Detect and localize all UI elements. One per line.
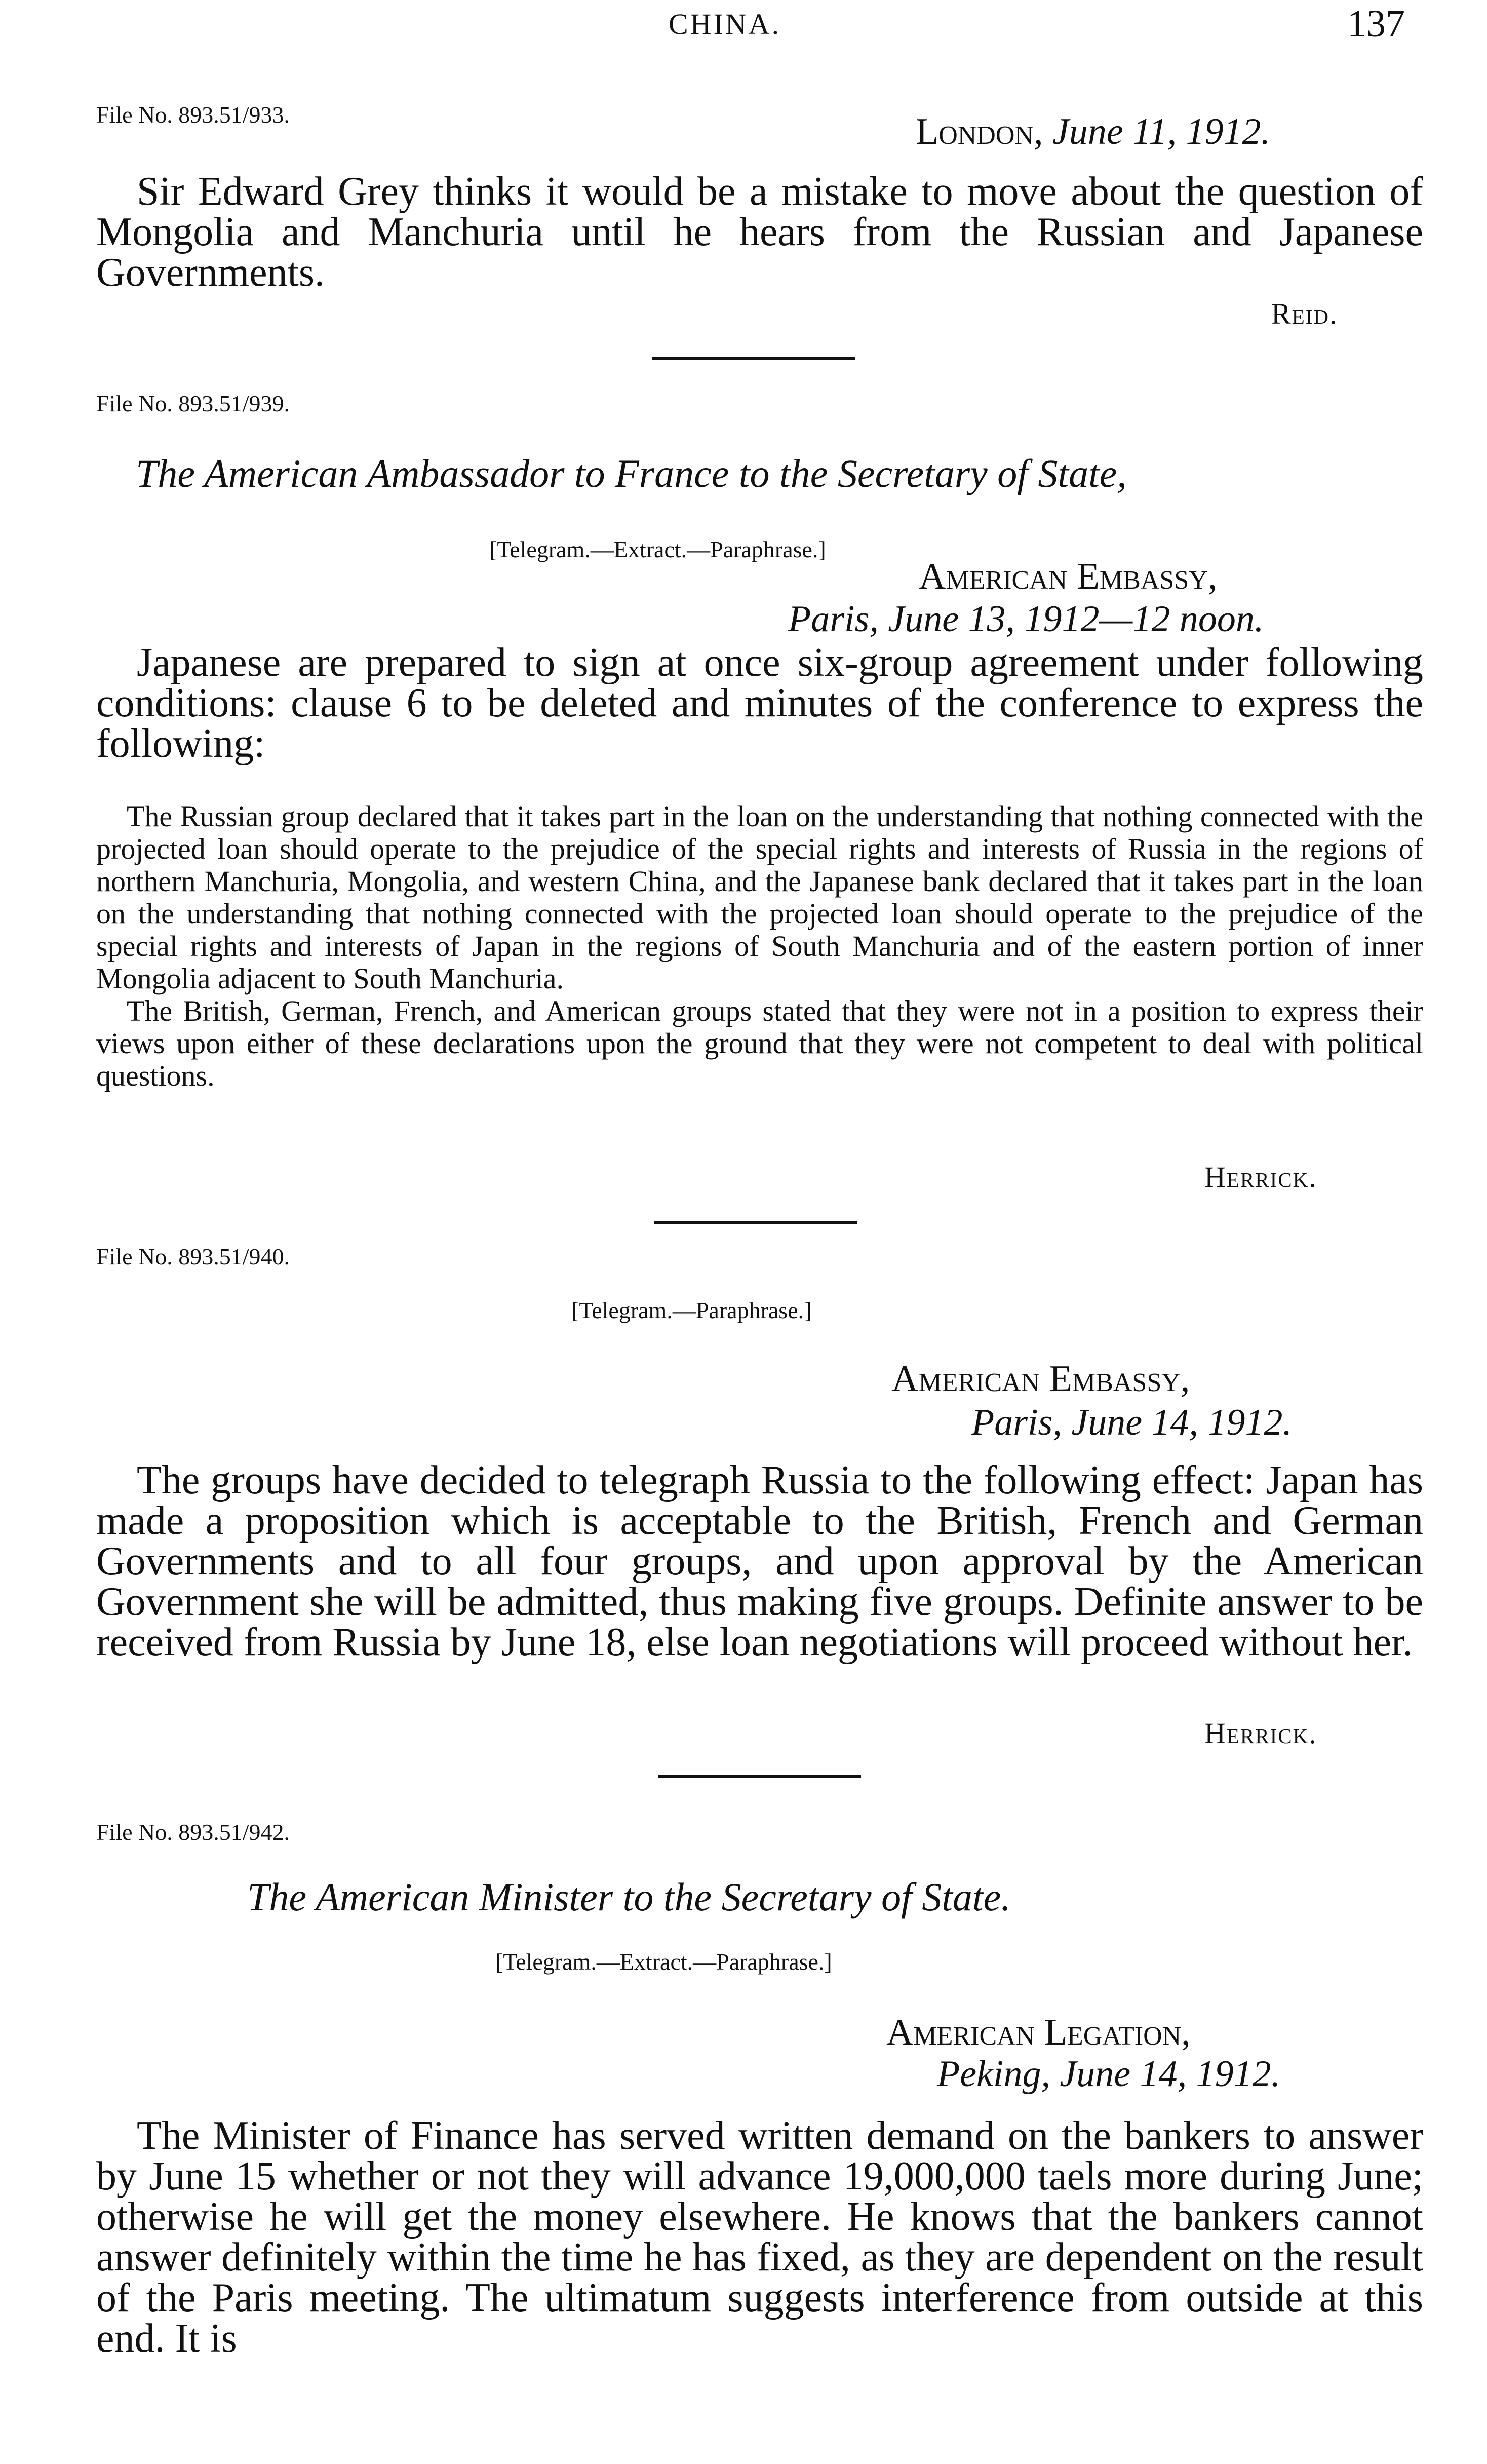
- quoted-declaration: [96, 800, 1423, 1092]
- message-body: [96, 642, 1423, 764]
- dateline-place: Paris,: [788, 598, 879, 640]
- message-body: [96, 171, 1423, 293]
- file-number: File No. 893.51/933.: [96, 102, 290, 128]
- dateline: [937, 2053, 1280, 2096]
- signature: Herrick.: [1204, 1717, 1317, 1750]
- quote-paragraph: The Russian group declared that it takes part in the loan on the understanding that nothing connected with the projected loan should operate to the prejudice of the special rights and interests of Russia in the regions of northern Manchuria, Mongolia, and western China, and the Japanese bank declared that it takes part in the loan on the understanding that nothing connected with the projected loan should operate to the prejudice of the special rights and interests of Japan in the regions of South Manchuria and of the eastern portion of inner Mongolia adjacent to South Manchuria.: [96, 800, 1423, 995]
- dateline: [971, 1401, 1292, 1444]
- file-number: File No. 893.51/942.: [96, 1819, 290, 1845]
- telegram-note: [Telegram.—Extract.—Paraphrase.]: [489, 536, 826, 562]
- dateline-place: Paris,: [971, 1402, 1062, 1443]
- message-body: [96, 2115, 1423, 2359]
- section-divider: [652, 357, 855, 360]
- body-paragraph: The Minister of Finance has served written demand on the bankers to answer by June 15 whether or not they will advance 19,000,000 taels more during June; otherwise he will get the money elsewhere. He knows that the bankers cannot answer definitely within the time he has fixed, as they are dependent on the result of the Paris meeting. The ultimatum suggests interference from outside at this end. It is: [96, 2113, 1423, 2361]
- dateline: [916, 110, 1270, 153]
- message-body: [96, 1460, 1423, 1663]
- section-divider: [654, 1221, 857, 1224]
- telegram-note: [Telegram.—Paraphrase.]: [571, 1297, 812, 1323]
- office-line: American Embassy,: [919, 556, 1218, 597]
- signature: Herrick.: [1204, 1161, 1317, 1194]
- dateline-date: June 14, 1912.: [1060, 2053, 1281, 2095]
- dateline-date: June 11, 1912.: [1052, 111, 1271, 152]
- quote-paragraph: The British, German, French, and American groups stated that they were not in a position to express their views upon either of these declarations upon the ground that they were not competent to deal with political questions.: [96, 994, 1423, 1092]
- body-paragraph: The groups have decided to telegraph Russia to the following effect: Japan has made a proposition which is acceptable to the British, French and German Governments and to all four groups, and upon approval by the American Government she will be admitted, thus making five groups. Definite answer to be received from Russia by June 18, else loan negotiations will proceed without her.: [96, 1458, 1423, 1665]
- document-heading: The American Ambassador to France to the Secretary of State,: [136, 451, 1127, 495]
- telegram-note: [Telegram.—Extract.—Paraphrase.]: [495, 1949, 832, 1975]
- running-title: CHINA.: [669, 8, 781, 41]
- file-number: File No. 893.51/940.: [96, 1244, 290, 1269]
- file-number: File No. 893.51/939.: [96, 391, 290, 416]
- office-line: American Embassy,: [891, 1358, 1190, 1400]
- dateline-place: Peking,: [937, 2053, 1050, 2095]
- dateline-date: June 13, 1912—12 noon.: [888, 598, 1264, 640]
- document-heading: The American Minister to the Secretary of State.: [247, 1875, 1011, 1919]
- page-number: 137: [1347, 3, 1405, 45]
- body-paragraph: Japanese are prepared to sign at once six-group agreement under following conditions: clause 6 to be deleted and minutes of the conference to express the following:: [96, 640, 1423, 766]
- body-paragraph: Sir Edward Grey thinks it would be a mistake to move about the question of Mongolia and Manchuria until he hears from the Russian and Japanese Governments.: [96, 169, 1423, 295]
- section-divider: [658, 1775, 861, 1778]
- dateline-place: London,: [916, 111, 1043, 152]
- signature: Reid.: [1271, 297, 1338, 330]
- dateline: [788, 598, 1264, 641]
- dateline-date: June 14, 1912.: [1071, 1402, 1293, 1443]
- office-line: American Legation,: [886, 2012, 1191, 2053]
